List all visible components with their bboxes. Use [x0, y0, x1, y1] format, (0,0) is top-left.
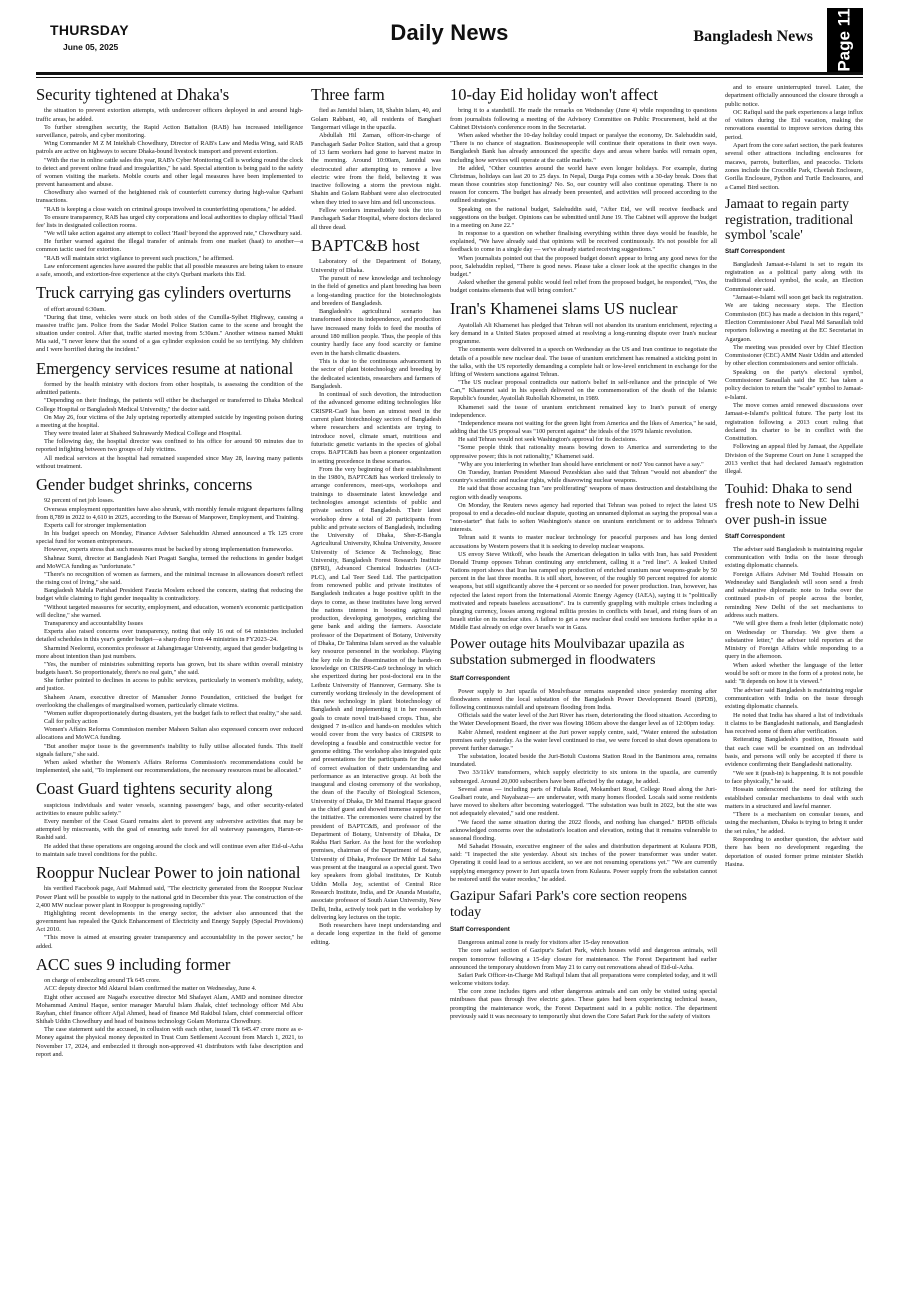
article-paragraph: 92 percent of net job losses.: [44, 497, 115, 505]
article-paragraph: Md Sahadat Hossain, executive engineer of the sales and distribution department at Kulaura PDB, said: "I inspected the site yesterday. About six inches of the power transformer was under water. Operating it could lead to a serious accident, so we are not resuming operations yet." "We are currently supplying emergency power to Juri upazila town from Kulaura. Power supply from the substation cannot be restored until the water recedes," he added.: [450, 843, 717, 883]
article-paragraph: "Yes, the number of ministries submitting reports has grown, but its share within overall ministry budgets hasn't. So proportionately, there's no real gain," she said.: [36, 660, 303, 677]
article-paragraph: Chowdhury also warned of the heightened risk of counterfeit currency during high-value Qurbani transactions.: [36, 189, 303, 205]
article: [450, 889, 717, 1024]
article-paragraph: "Jamaat-e-Islami will soon get back its registration. We are taking necessary steps. The Election Commission (EC) has made a decision in this regard," Election Commissioner Abul Fazal Md Sanaullah told reporters following a meeting at the EC Secretariat in Agargaon.: [725, 294, 863, 343]
newspaper-title: Daily News: [390, 20, 509, 45]
article-paragraph: "This move is aimed at ensuring greater transparency and accountability in the power sector," he added.: [36, 934, 303, 950]
article-paragraph: He added, "Other countries around the world have even longer holidays. For example, during Christmas, holidays can last 20 to 25 days. In Nepal, Durga Puja comes with a 30-day break. Does that mean those countries stop functioning? No. So, our country will also continue operating. There is no reason for concern. The budget has already been presented, and activities will proceed according to the outlined strategies.": [450, 164, 717, 205]
article-paragraph: He noted that India has shared a list of individuals it claims to be Bangladeshi nationals, and Bangladesh has received some of them after verification.: [725, 711, 863, 736]
article-paragraph: Transparency and accountability Issues: [44, 619, 143, 627]
article-paragraph: She further pointed to declines in access to public services, particularly in women's mobility, safety, and justice.: [36, 677, 303, 693]
masthead-rule-thin: [36, 77, 863, 78]
article-paragraph: the situation to prevent extortion attempts, with undercover officers deployed in and around high-traffic areas, he added.: [36, 107, 303, 123]
article-headline[interactable]: BAPTC&B host: [311, 235, 420, 255]
article-spacer: [311, 947, 441, 950]
article-paragraph: The case statement said the accused, in collusion with each other, issued Tk 645.47 crore more as e-Money against the physical money deposited in Trust Cum Settlement Account from March 1, 2021, to November 17, 2024, and embezzled it through non-approved 41 distributors with false description and report and.: [36, 1026, 303, 1058]
article-paragraph: Speaking on the national budget, Salehuddin said, "After Eid, we will receive feedback and suggestions on the budget. Opinions can be submitted until June 19. The Cabinet will approve the budget in a meeting on June 22.": [450, 205, 717, 229]
article: [36, 956, 303, 1062]
article-paragraph: Two 33/11kV transformers, which supply electricity to six unions in the upazila, are currently submerged. Around 20,000 subscribers have been affected by the outage, he added.: [450, 769, 717, 785]
article-paragraph: Both researchers have inept understanding and a decade long expertize in the field of genome editing.: [311, 922, 441, 946]
article-headline[interactable]: Gazipur Safari Park's core section reopens today: [450, 888, 687, 920]
article-paragraph: The core zone includes tigers and other dangerous animals and can only be visited using special minibuses that pass through five electric gates. These gates had been experiencing technical issues, prompting the maintenance work, the Forest Department said in a public notice. The department previously said it was necessary to temporarily shut down the Core Safari Park for the safety of visitors: [450, 988, 717, 1020]
article-paragraph: ACC deputy director Md Aktarul Islam confirmed the matter on Wednesday, June 4.: [44, 985, 257, 993]
article-paragraph: "RAB will maintain strict vigilance to prevent such practices," he affirmed.: [44, 254, 234, 262]
article-paragraph: Sharmind Neelormi, economics professor at Jahangirnagar University, argued that gender budgeting is more about intention than just numbers.: [36, 644, 303, 660]
article-headline[interactable]: Three farm: [311, 85, 385, 104]
article-paragraph: From the very beginning of their establishment in the 1980's, BAPTC&B has worked tirelessly to arrange conferences, meet-ups, workshops and trainings to disseminate latest knowledge and technologies amongst scientists of public and private sectors of Bangladesh. Their latest workshop drew a total of 20 participants from public and private sectors of Bangladesh, including the University of Dhaka, Sher-E-Bangla Agricultural University, Khulna University, Jessore University of Science & Technology, Brac University, Bangladesh Forest Research Institute (BFRI), Advanced Chemical Industries (ACI-PLC), and Lal Teer Seed Ltd. The participation from renowned public and private institutes of Bangladesh indicates a huge positive uplift in the days to come, as these institutes have long served the nations interest in boosting agricultural production, developing genotypes, enriching the gene bank and aiding the farmers. Associate professor of the Department of Botany, University of Dhaka, Dr Tahmina Islam served as the valuable key resource personnel in the workshop. Playing the key role in the dissemination of the hands-on knowledge on CRISPR-Cas9 technology in which she expertized during her post-doctoral era in the Leibniz University of Hannover, Germany. She is currently working tirelessly in the development of this new technology in plant biotechnology of Bangladesh and implementing it in her research goals to create novel trait-based crops. Thus, she designed 7 in-silico and hands-on modules which would cover from the very basics of CRISPR to developing a feasible and constructible vector for genome editing. The workshop also integrated quiz and presentations for the participants for the sake of correct evaluation of their understanding and performance as an interactive group. At both the inaugural and closing ceremony of the workshop, the dean of the Faculty of Biological Sciences, University of Dhaka, Dr Md Enamul Haque graced as the chief guest and showed immense support for the initiative. The ceremonies were chaired by the president of BAPTC&B, and professor of the Department of Botany, University of Dhaka, Dr Rakha Hari Sarker. As the host for the workshop premises, chairman of the Department of Botany, University of Dhaka, Professor Dr Mihir Lal Saha was present at the inaugural as a special guest. Two key speakers from global institutes, Dr Kutub Uddin Molla Joy, scientist of Central Rice Research Institute, India, and Dr Ananda Mustafiz, associate professor of South Asian University, New Delhi, India, actively took part in the workshop by delivering key lectures on the topic.: [311, 465, 441, 921]
article-paragraph: Speaking on the party's electoral symbol, Commissioner Sanaullah said the EC has taken a policy decision to return the "scale" symbol to Jamaat-e-Islami.: [725, 368, 863, 401]
article-paragraph: Experts call for stronger implementation: [44, 521, 147, 529]
article-paragraph: Ayatollah Ali Khamenei has pledged that Tehran will not abandon its uranium enrichment, rejecting a key demand in a United States proposed aimed at resolving a long-running dispute over Iran's nuclear programme.: [450, 321, 717, 346]
article-headline[interactable]: Power outage hits Moulvibazar upazila as substation submerged in floodwaters: [450, 637, 685, 669]
article-paragraph: Reiterating Bangladesh's position, Hossain said that each case will be examined on an individual basis, and persons will only be accepted if there is evidence confirming their Bangladeshi nationality.: [725, 736, 863, 769]
article-paragraph: Fellow workers immediately took the trio to Panchagarh Sadar Hospital, where doctors declared all three dead.: [311, 207, 441, 231]
masthead-date: June 05, 2025: [63, 42, 119, 52]
masthead-rule-thick: [36, 72, 863, 75]
article-paragraph: The pursuit of new knowledge and technology in the field of genetics and plant breeding has been a long-standing practice for the biotechnologists and breeders of Bangladesh.: [311, 274, 441, 307]
article: [36, 284, 303, 358]
article-paragraph: Asked whether the general public would feel relief from the proposed budget, he responded, "Yes, the budget contains elements that will bring comfort.": [450, 279, 717, 295]
article-paragraph: The comments were delivered in a speech on Wednesday as the US and Iran continue to negotiate the details of a possible new nuclear deal. The issue of uranium enrichment has remained a sticking point in the talks, with the US reportedly demanding a complete halt or low-level enrichment in exchange for the lifting of Western sanctions against Tehran.: [450, 346, 717, 378]
article-spacer: [725, 477, 863, 480]
article-spacer: [36, 951, 303, 954]
article-spacer: [36, 355, 303, 358]
article-spacer: [36, 279, 303, 282]
article-paragraph: "The US nuclear proposal contradicts our nation's belief in self-reliance and the principle of 'We Can,'" Khamenei said in his speech delivered on the commemoration of the death of the Islamic Republic's founder, Ayatollah Ruhollah Khomeini, in 1989.: [450, 379, 717, 403]
article-paragraph: Safari Park Officer-in-Charge Md Rafiqul Islam that all preparations were completed today, and it will welcome visitors today.: [450, 971, 717, 988]
article-paragraph: When asked whether the Women's Affairs Reforms Commission's recommendations could be implemented, she said, "To implement our recommendations, the necessary resources must be allocated.": [36, 758, 303, 775]
article-paragraph: The move comes amid renewed discussions over Jamaat-e-Islami's political future. The party lost its registration following a 2013 court ruling that declared its charter to be in conflict with the Constitution.: [725, 401, 863, 443]
article-paragraph: They were treated later at Shaheed Suhrawardy Medical College and Hospital.: [44, 430, 242, 438]
article-paragraph: To ensure transparency, RAB has urged city corporations and local authorities to display official 'Hasil fee' lists in designated collection rooms.: [36, 213, 303, 229]
article-paragraph: formed by the health ministry with doctors from other hospitals, is assessing the condition of the admitted patients.: [36, 381, 303, 397]
article-paragraph: Tehran said it wants to master nuclear technology for peaceful purposes and has long denied accusations by Western powers that it is seeking to develop nuclear weapons.: [450, 534, 717, 550]
article: [36, 86, 303, 282]
article-paragraph: Bangladesh's agricultural scenario has transformed since its independence, and production have increased many folds to feed the mouths of around 180 million people. Thus, the people of this country hardly face any food scarcity or famine even in the harsh climatic disasters.: [311, 308, 441, 357]
article: [36, 864, 303, 954]
article-spacer: [36, 471, 303, 474]
article-paragraph: of effort around 6:30am.: [44, 305, 106, 313]
article-paragraph: "Why are you interfering in whether Iran should have enrichment or not? You cannot have a say.": [458, 460, 704, 468]
page-number-tab: [827, 8, 863, 72]
article-paragraph: "Some people think that rationality means bowing down to America and surrendering to the oppressive power; this is not rationality," Khamenei said.: [450, 444, 717, 460]
article-headline[interactable]: Jamaat to regain party registration, traditional symbol 'scale': [725, 196, 854, 244]
article-byline: Staff Correspondent: [725, 247, 785, 255]
masthead-day: THURSDAY: [50, 22, 129, 38]
article-headline[interactable]: 10-day Eid holiday won't affect: [450, 85, 658, 104]
article: [311, 237, 441, 950]
article-spacer: [450, 632, 717, 635]
article-paragraph: suspicious individuals and water vessels, scanning passengers' bags, and other security-related activities to ensure public safety.": [36, 801, 303, 817]
article: [450, 86, 717, 298]
article-byline: Staff Correspondent: [450, 926, 510, 934]
column-3: [450, 84, 717, 1298]
article-paragraph: Overseas employment opportunities have also shrunk, with monthly female migrant departures falling from 8,789 in 2022 to 4,610 in 2025, according to the Bureau of Manpower, Employment, and Training.: [36, 505, 303, 521]
article-paragraph: However, experts stress that such measures must be backed by strong implementation frameworks.: [44, 546, 294, 554]
article: [450, 300, 717, 635]
article-paragraph: "But another major issue is the government's inability to fully utilise allocated funds. This itself signals failure," she said.: [36, 742, 303, 758]
article-paragraph: On Tuesday, Iranian President Masoud Pezeshkian also said that Tehran "would not abandon" the country's scientific and nuclear rights, while disavowing nuclear weapons.: [450, 468, 717, 485]
column-4: [725, 84, 863, 1298]
article-paragraph: The following day, the hospital director was confined to his office for around 90 minutes due to reported infighting between two groups of July victims.: [36, 438, 303, 454]
article-paragraph: He added that these operations are ongoing around the clock and will continue even after Eid-ul-Azha to maintain safe travel conditions for the public.: [36, 842, 303, 858]
article-paragraph: Officials said the water level of the Juri River has risen, deteriorating the flood situation. According to the Water Development Board, the river was flowing 186cm above the danger level as of 12:00pm today.: [450, 712, 717, 728]
article-paragraph: and to ensure uninterrupted travel. Later, the department officially announced the closure through a public notice.: [725, 84, 863, 108]
page-number-label: Page 11: [835, 8, 855, 72]
article-byline: Staff Correspondent: [725, 532, 785, 540]
article: [725, 482, 863, 873]
article-paragraph: Shaheen Anam, executive director of Manusher Jonno Foundation, criticised the budget for overlooking the challenges of marginalised women, particularly climate victims.: [36, 693, 303, 709]
article-paragraph: He further warned against the illegal transfer of animals from one market (haat) to another—a common tactic used for extortion.: [36, 238, 303, 254]
article-paragraph: "We see it (push-in) is happening. It is not possible to face physically," he said.: [725, 769, 863, 785]
article: [450, 637, 717, 886]
article-paragraph: He said Tehran would not seek Washington's approval for its decisions.: [458, 436, 638, 444]
article-paragraph: "We faced the same situation during the 2022 floods, and nothing has changed." BPDB officials acknowledged concerns over the substation's location and elevation, noting that it remains vulnerable to seasonal flooding.: [450, 818, 717, 842]
article-paragraph: Bangladesh Mahila Parishad President Fauzia Moslem echoed the concern, stating that reducing the budget while claiming to fight gender inequality is contradictory.: [36, 587, 303, 603]
article: [311, 86, 441, 235]
article-paragraph: Highlighting recent developments in the energy sector, the adviser also announced that the government has repealed the Quick Enhancement of Electricity and Energy Supply (Special Provisions) Act 2010.: [36, 909, 303, 934]
article-paragraph: Foreign Affairs Adviser Md Touhid Hossain on Wednesday said Bangladesh will soon send a fresh and substantive diplomatic note to India over the continued push-in of people across the border, reminding New Delhi of the set mechanisms to address such matters.: [725, 570, 863, 619]
article-paragraph: Women's Affairs Reforms Commission member Maheen Sultan also expressed concern over reduced allocations and MoWCA funding.: [36, 726, 303, 742]
article-paragraph: Following an appeal filed by Jamaat, the Appellate Division of the Supreme Court on June 1 scrapped the 2013 verdict that had declared Jamaat's registration illegal.: [725, 443, 863, 476]
article-paragraph: Shahnaz Sumi, director at Bangladesh Nari Pragati Sangha, termed the reductions in gender budget and MoWCA funding as "unfortunate.": [36, 554, 303, 570]
column-2: [311, 84, 441, 1298]
article-paragraph: This is due to the continuous advancement in the sector of plant biotechnology and breeding by the dedicated scientists, researchers and farmers of Bangladesh.: [311, 357, 441, 390]
article-paragraph: "There is a mechanism on consular issues, and using the mechanism, Dhaka is trying to bring it under the set rules," he added.: [725, 811, 863, 835]
article-paragraph: Wing Commander M Z M Intekhab Chowdhury, Director of RAB's Law and Media Wing, said RAB patrols are active on highways to secure Dhaka-bound livestock transport and prevent extortion.: [36, 140, 303, 156]
article-spacer: [725, 869, 863, 872]
column-1: [36, 84, 303, 1298]
article-paragraph: Hossain underscored the need for utilizing the established consular mechanisms to deal with such matters in a structured and lawful manner.: [725, 786, 863, 810]
article-spacer: [36, 859, 303, 862]
article: [725, 197, 863, 480]
article-paragraph: When asked whether the language of the letter would be soft or more in the form of a protest note, he said: "It depends on how it is viewed.": [725, 661, 863, 686]
article-headline[interactable]: Emergency services resume at national: [36, 358, 294, 378]
article-paragraph: All medical services at the hospital had remained suspended since May 28, leaving many patients without treatment.: [36, 454, 303, 470]
article-paragraph: OC Rafiqul said the park experiences a large influx of visitors during the Eid vacation, making the renovations essential to improve services during this period.: [725, 108, 863, 141]
article-paragraph: Abdullah Hil Zaman, officer-in-charge of Panchagarh Sadar Police Station, said that a group of 13 farm workers had gone to harvest maize in the morning. Around 10:00am, Jamidul was electrocuted after attempting to remove a live electric wire from the field, believing it was inactive following a storm the previous night. Shahin and Golam Rabbani were also electrocuted when they tried to save him and fell unconscious.: [311, 132, 441, 206]
article-headline[interactable]: Touhid: Dhaka to send fresh note to New Delhi over push-in issue: [725, 481, 860, 528]
article-headline[interactable]: Truck carrying gas cylinders overturns: [36, 283, 292, 303]
article-paragraph: The adviser said Bangladesh is maintaining regular communication with India on the issue through existing diplomatic channels.: [725, 686, 863, 711]
article-headline[interactable]: Coast Guard tightens security along: [36, 779, 273, 799]
article-paragraph: on charge of embezzling around Tk 645 crore.: [44, 977, 161, 985]
article-paragraph: In continual of such devotion, the introduction of the advanced genome editing technologies like CRISPR-Cas9 has been an utmost need in the current plant biotechnology sectors of Bangladesh where researchers and scientists are trying to introduce novel, climate smart, nutritious and futuristic genetic variants in the species of global crops. BAPTC&B has been a pioneer organization in setting precedence in these scenarios.: [311, 391, 441, 465]
article-paragraph: "We will take action against any attempt to collect 'Hasil' beyond the approved rate," Chowdhury said.: [44, 230, 302, 238]
article-paragraph: "During that time, vehicles were stuck on both sides of the Cumilla-Sylhet Highway, causing a massive traffic jam. Police from the Sadar Model Police Station came to the scene and brought the situation under control. After that, traffic started moving from 5:30am." Another witness named Mukti Mia said, "I never knew that the sound of a gas cylinder explosion could be so terrifying. My children and I were horrified during the incident.": [36, 313, 303, 354]
article-spacer: [450, 295, 717, 298]
article-paragraph: The substation, located beside the Juri-Botuli Customs Station Road in the Banimora area, remains inundated.: [450, 753, 717, 769]
article-paragraph: "Depending on their findings, the patients will either be discharged or transferred to Dhaka Medical College Hospital or Bangladesh Medical University," the doctor said.: [36, 397, 303, 413]
article: [725, 84, 863, 195]
article-paragraph: Dangerous animal zone is ready for visitors after 15-day renovation: [458, 939, 629, 947]
article-paragraph: "Women suffer disproportionately during disasters, yet the budget fails to reflect that reality," she said.: [44, 709, 303, 717]
article-paragraph: "With the rise in online cattle sales this year, RAB's Cyber Monitoring Cell is working round the clock to detect and prevent online fraud and irregularities," he said. Special attention is being paid to the safety of women visiting the markets. Mobile courts and other legal measures have been implemented to prevent harassment and abuse.: [36, 156, 303, 189]
article-paragraph: Apart from the core safari section, the park features several other attractions including enclosures for macaws, parrots, butterflies, and peacocks. Tickets zones include the Crocodile Park, Cheetah Enclosure, Gorilla Enclosure, Python and Turtle Enclosures, and a Camel Bird section.: [725, 142, 863, 191]
article-paragraph: He said that those accusing Iran "are proliferating" weapons of mass destruction and destabilising the region with deadly weapons.: [450, 485, 717, 501]
article-paragraph: Every member of the Coast Guard remains alert to prevent any subversive activities that may be attempted by miscreants, with the goal of ensuring safe travel for all waterway passengers, Harun-or-Rashid said.: [36, 818, 303, 842]
article-paragraph: The adviser said Bangladesh is maintaining regular communication with India on the issue through existing diplomatic channels.: [725, 545, 863, 570]
article-spacer: [36, 1059, 303, 1062]
article-paragraph: Eight other accused are Nagad's executive director Md Shafayet Alam, AMD and nominee director Mohammad Aminul Haque, senior manager Maruful Islam Jhalak, chief technology officer Md Abu Rayhan, chief finance officer Afjal Ahmed, head of finance Md Rakibul Islam, chief commercial officer Shihab Uddin Chowdhury and head of business technology Golam Morturza Chowdhury.: [36, 993, 303, 1026]
article-paragraph: Laboratory of the Department of Botany, University of Dhaka.: [311, 258, 441, 274]
article-paragraph: When asked whether the 10-day holiday could impact or paralyse the economy, Dr. Salehuddin said, "There is no chance of stagnation. Businesspeople will continue their operations in their own ways. Bangladesh Bank has already announced the specific days and areas where banks will remain open, including how services will operate at the cattle markets.": [450, 131, 717, 164]
article-paragraph: When journalists pointed out that the proposed budget doesn't appear to bring any good news for the poor, Salehuddin replied, "There is good news. Please take a closer look at the specific changes in the budget.": [450, 254, 717, 278]
article: [36, 476, 303, 778]
article-spacer: [36, 775, 303, 778]
article-paragraph: The meeting was presided over by Chief Election Commissioner (CEC) AMM Nasir Uddin and attended by other election commissioners and senior officials.: [725, 343, 863, 368]
article-paragraph: "Independence means not waiting for the green light from America and the likes of America," he said, adding that the US proposal was "100 percent against" the ideals of the 1979 Islamic revolution.: [450, 419, 717, 436]
article-paragraph: The core safari section of Gazipur's Safari Park, which houses wild and dangerous animals, will reopen tomorrow following a 15-day closure for maintenance. The Forest Department had earlier announced the temporary shutdown from May 21 to carry out renovations ahead of Eid-ul-Azha.: [450, 947, 717, 971]
article-paragraph: Power supply to Juri upazila of Moulvibazar remains suspended since yesterday morning after floodwaters entered the local substation of the Bangladesh Power Development Board (BPDB), following continuous rainfall and upstream flooding from India.: [450, 687, 717, 712]
article-paragraph: In response to a question on whether finalising everything within three days would be feasible, he explained, "We have already said that opinions will be received continuously. It's not possible for all feedback to come in a single day — we've already started receiving suggestions.": [450, 230, 717, 254]
article: [36, 780, 303, 862]
article-paragraph: "There's no recognition of women as farmers, and the minimal increase in allowances doesn't reflect the rising cost of living," she said.: [36, 570, 303, 587]
article-paragraph: To further strengthen security, the Rapid Action Battalion (RAB) has increased intelligence surveillance, patrols, and cyber monitoring.: [36, 123, 303, 139]
article-paragraph: Call for policy action: [44, 718, 98, 726]
article: [36, 360, 303, 474]
article-paragraph: On Monday, the Reuters news agency had reported that Tehran was poised to reject the latest US proposal to end a decades-old nuclear dispute, quoting an unnamed diplomat as saying the proposal was a "non-starter" that fails to soften Washington's stance on uranium enrichment or to address Tehran's interests.: [450, 501, 717, 534]
article-paragraph: "We will give them a fresh letter (diplomatic note) on Wednesday or Thursday. We give them a substantive letter," the adviser told reporters at the Ministry of Foreign Affairs while responding to a query in the afternoon.: [725, 620, 863, 661]
article-paragraph: Kabir Ahmed, resident engineer at the Juri power supply centre, said, "Water entered the substation premises early yesterday. As the water level continued to rise, we were forced to shut down operations to prevent further damage.": [450, 728, 717, 752]
article-paragraph: US envoy Steve Witkoff, who heads the American delegation in talks with Iran, has said President Donald Trump opposes Tehran continuing any enrichment, calling it a "red line". A leaked United Nations report shows that Iran has ramped up production of enriched uranium near weapons-grade by 50 percent in the last three months. It is still short, however, of the roughly 90 percent required for atomic weapons, but still significantly above the 4 percent or so needed for power production. Iran, however, has rejected the latest report from the International Atomic Energy Agency (IAEA), saying it is "politically motivated and repeats baseless accusations". Ira is currently grappling with multiple crises including a plunging currency, losses among regional militia proxies in conflicts with Israel, and rising fears of an Israeli strike on its nuclear sites. A failure to get a new nuclear deal could see tensions further spike in a Middle East already on edge over Israel's war in Gaza.: [450, 550, 717, 632]
article-paragraph: Responding to another question, the adviser said there has been no development regarding the deportation of ousted former prime minister Sheikh Hasina.: [725, 836, 863, 868]
article-spacer: [725, 192, 863, 195]
article-paragraph: his verified Facebook page, Asif Mahmud said, "The electricity generated from the Rooppur Nuclear Power Plant will be possible to supply to the national grid in December this year. The construction of the 2,400 MW nuclear power plant in Rooppur is progressing rapidly.": [36, 885, 303, 909]
article-byline: Staff Correspondent: [450, 674, 510, 682]
article-paragraph: bring it to a standstill. He made the remarks on Wednesday (June 4) while responding to questions from journalists following a meeting of the Advisory Committee on Public Procurement, held at the Cabinet Division's conference room in the Secretariat.: [450, 107, 717, 131]
article-headline[interactable]: Iran's Khamenei slams US nuclear: [450, 299, 678, 319]
article-headline[interactable]: ACC sues 9 including former: [36, 954, 231, 974]
article-paragraph: On May 26, four victims of the July uprising reportedly attempted suicide by ingesting poison during a meeting at the hospital.: [36, 413, 303, 429]
article-paragraph: In his budget speech on Monday, Finance Adviser Salehuddin Ahmed announced a Tk 125 crore special fund for women entrepreneurs.: [36, 530, 303, 546]
article-headline[interactable]: Rooppur Nuclear Power to join national: [36, 862, 301, 882]
article-spacer: [450, 884, 717, 887]
article-spacer: [311, 232, 441, 235]
article-paragraph: Several areas — including parts of Fultala Road, Mokambari Road, College Road along the Juri-Goalbari route, and Nayabazar— are underwater, with many homes flooded. Locals said some residents have moved to shelters after becoming waterlogged. "The substation was built in 2022, but the site was not adequately elevated," said one resident.: [450, 785, 717, 818]
article-paragraph: "RAB is keeping a close watch on criminal groups involved in counterfeiting operations," he added.: [44, 205, 297, 213]
article-headline[interactable]: Security tightened at Dhaka's: [36, 85, 230, 104]
article-spacer: [450, 1021, 717, 1024]
section-name: Bangladesh News: [693, 28, 813, 45]
article-paragraph: Law enforcement agencies have assured the public that all possible measures are being taken to ensure a safe, smooth, and extortion-free experience at the city's Qurbani markets this Eid.: [36, 262, 303, 278]
article-paragraph: fied as Jamidul Islam, 18, Shahin Islam, 40, and Golam Rabbani, 40, all residents of Banghari Tangormari village in the upazila.: [311, 107, 441, 132]
article-paragraph: "Without targeted measures for security, employment, and education, women's economic participation will decline," she warned.: [36, 603, 303, 619]
article-paragraph: Bangladesh Jamaat-e-Islami is set to regain its registration as a political party along with its traditional electoral symbol, the scale, an Election Commissioner said.: [725, 260, 863, 293]
article-headline[interactable]: Gender budget shrinks, concerns: [36, 474, 253, 494]
article-paragraph: Experts also raised concerns over transparency, noting that only 16 out of 64 ministries included detailed schedules in this year's gender budget—a sharp drop from 44 ministries in FY2023–24.: [36, 628, 303, 644]
article-paragraph: Khamenei said the issue of uranium enrichment remained key to Iran's pursuit of energy independence.: [450, 403, 717, 419]
